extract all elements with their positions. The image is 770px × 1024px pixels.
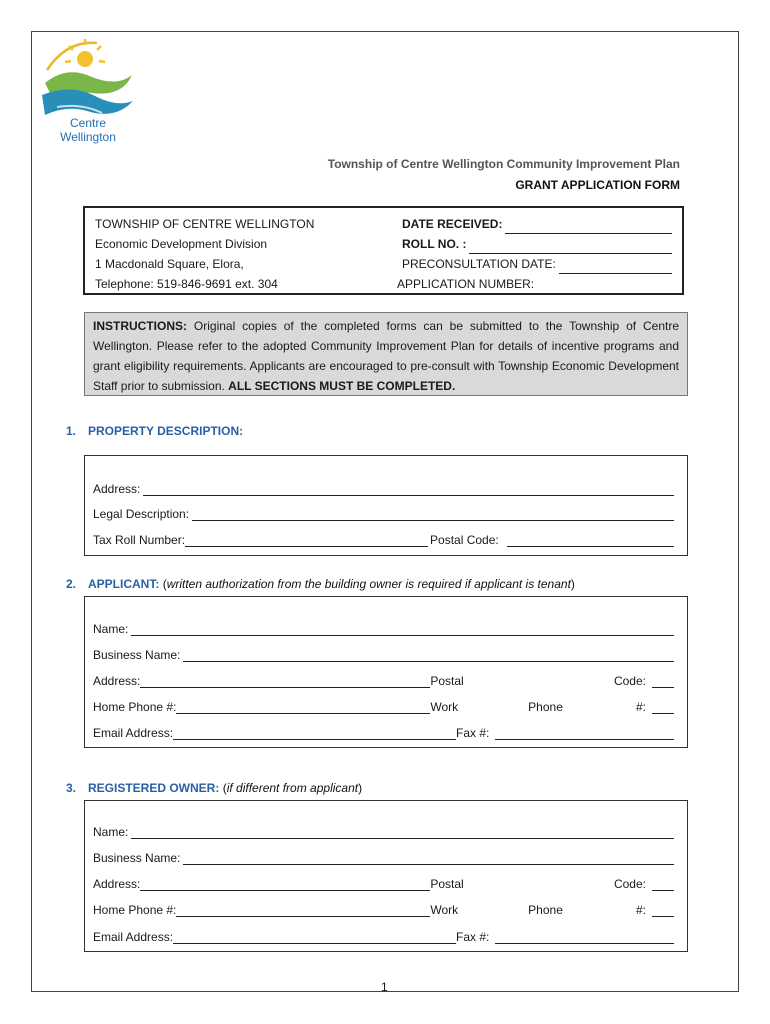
section-1-heading [66, 424, 243, 438]
section-2-heading [66, 577, 575, 591]
applicant-phone-label: Phone [528, 700, 563, 714]
property-address-label: Address: [93, 482, 141, 496]
applicant-fax-field[interactable] [495, 727, 674, 740]
instructions-body: Original copies of the completed forms can be submitted to the Township of Centre Wellington. Please refer to the adopted Community Improvement Plan for details of incentive programs and grant eligibility requirements. Applicants are encouraged to pre-consult with Township Economic Development Staff prior to submission. [93, 319, 679, 393]
owner-business-label: Business Name: [93, 851, 181, 865]
office-use-block [397, 214, 672, 294]
roll-no-field[interactable] [469, 240, 672, 254]
owner-fax-field[interactable] [495, 931, 674, 944]
applicant-hash-label: #: [635, 700, 646, 714]
owner-fax-label: Fax #: [456, 930, 490, 944]
applicant-box [84, 596, 688, 748]
owner-home-phone-field[interactable] [176, 904, 430, 917]
applicant-business-label: Business Name: [93, 648, 181, 662]
section-3-note [223, 781, 362, 795]
applicant-name-label: Name: [93, 622, 129, 636]
owner-business-field[interactable] [183, 852, 674, 865]
preconsultation-label: PRECONSULTATION DATE: [402, 257, 556, 271]
owner-work-phone-field[interactable] [652, 904, 674, 917]
postal-code-field[interactable] [507, 534, 674, 547]
date-received-field[interactable] [505, 220, 672, 234]
section-3-number: 3. [66, 781, 77, 795]
section-2-title: APPLICANT: [88, 577, 160, 591]
section-2-note-open: ( [162, 577, 167, 591]
owner-phone-label: Phone [528, 903, 563, 917]
instructions-lead: INSTRUCTIONS: [93, 319, 187, 333]
section-2-note-text: written authorization from the building owner is required if applicant is tenant [166, 577, 571, 591]
office-address-block [95, 214, 314, 294]
property-description-box [84, 455, 688, 556]
owner-email-field[interactable] [173, 931, 456, 944]
preconsultation-field[interactable] [559, 260, 672, 274]
roll-no-label: ROLL NO. : [402, 237, 467, 251]
office-address: 1 Macdonald Square, Elora, [95, 257, 244, 271]
office-phone: Telephone: 519-846-9691 ext. 304 [95, 277, 278, 291]
owner-address-label: Address: [93, 877, 141, 891]
owner-address-field[interactable] [140, 878, 430, 891]
owner-code-label: Code: [613, 877, 646, 891]
applicant-name-field[interactable] [131, 623, 674, 636]
office-name: TOWNSHIP OF CENTRE WELLINGTON [95, 217, 315, 231]
applicant-email-label: Email Address: [93, 726, 174, 740]
applicant-fax-label: Fax #: [456, 726, 490, 740]
owner-name-label: Name: [93, 825, 129, 839]
application-number-field[interactable] [537, 280, 672, 294]
section-3-title: REGISTERED OWNER: [88, 781, 220, 795]
office-division: Economic Development Division [95, 237, 268, 251]
registered-owner-box [84, 800, 688, 952]
legal-description-label: Legal Description: [93, 507, 190, 521]
instructions-tail: ALL SECTIONS MUST BE COMPLETED. [228, 379, 456, 393]
tax-roll-field[interactable] [185, 534, 428, 547]
applicant-email-field[interactable] [173, 727, 456, 740]
applicant-business-field[interactable] [183, 649, 674, 662]
applicant-postal-code-field[interactable] [652, 675, 674, 688]
tax-roll-label: Tax Roll Number: [93, 533, 186, 547]
owner-email-label: Email Address: [93, 930, 174, 944]
legal-description-field[interactable] [192, 508, 674, 521]
section-2-note-close: ) [570, 577, 575, 591]
postal-code-label: Postal Code: [430, 533, 499, 547]
section-1-number: 1. [66, 424, 77, 438]
section-2-number: 2. [66, 577, 77, 591]
applicant-home-phone-field[interactable] [176, 701, 430, 714]
plan-title: Township of Centre Wellington Community Improvement Plan [327, 157, 680, 171]
applicant-code-label: Code: [613, 674, 646, 688]
property-address-field[interactable] [143, 483, 674, 496]
applicant-work-label: Work [430, 700, 459, 714]
office-info-box [83, 206, 684, 295]
applicant-address-field[interactable] [140, 675, 430, 688]
instructions-box [84, 312, 688, 396]
logo-line-2: Wellington [60, 130, 116, 144]
applicant-home-phone-label: Home Phone #: [93, 700, 177, 714]
logo-line-1: Centre [69, 116, 107, 130]
date-received-label: DATE RECEIVED: [402, 217, 503, 231]
owner-postal-label: Postal [430, 877, 464, 891]
section-3-note-close: ) [358, 781, 363, 795]
section-3-heading [66, 781, 362, 795]
logo-wordmark [48, 116, 128, 144]
application-number-label: APPLICATION NUMBER: [397, 277, 535, 291]
applicant-address-label: Address: [93, 674, 141, 688]
applicant-postal-label: Postal [430, 674, 464, 688]
applicant-work-phone-field[interactable] [652, 701, 674, 714]
section-1-title: PROPERTY DESCRIPTION: [88, 424, 244, 438]
owner-hash-label: #: [635, 903, 646, 917]
form-title: GRANT APPLICATION FORM [515, 178, 680, 192]
section-2-note [163, 577, 575, 591]
page-number: 1 [381, 980, 388, 994]
section-3-note-text: if different from applicant [226, 781, 359, 795]
owner-postal-code-field[interactable] [652, 878, 674, 891]
section-3-note-open: ( [222, 781, 227, 795]
owner-work-label: Work [430, 903, 459, 917]
owner-home-phone-label: Home Phone #: [93, 903, 177, 917]
owner-name-field[interactable] [131, 826, 674, 839]
